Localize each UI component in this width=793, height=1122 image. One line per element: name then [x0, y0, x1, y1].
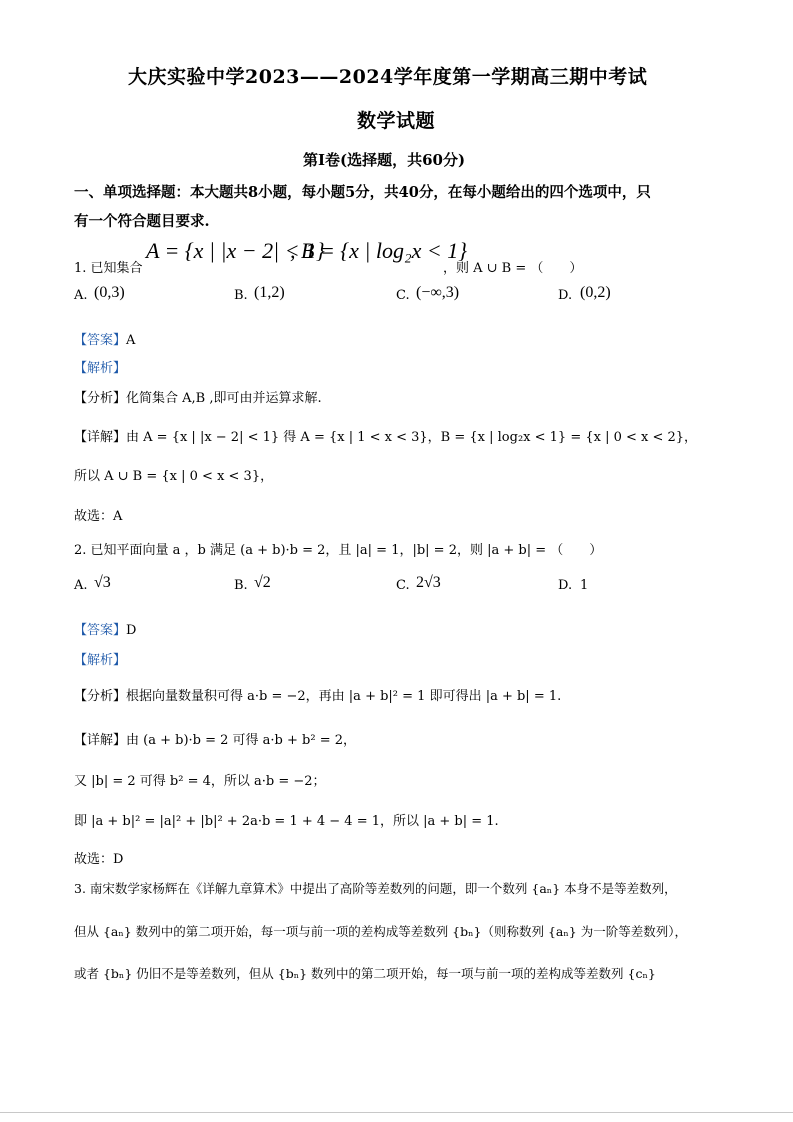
- answer-value: A: [126, 333, 136, 348]
- q2-option-a-value: √3: [94, 574, 111, 591]
- answer-value: D: [126, 623, 137, 638]
- q1-option-c-label: C.: [396, 288, 410, 303]
- q1-option-a-value: (0,3): [94, 284, 125, 301]
- q1-option-b-value: (1,2): [254, 284, 285, 301]
- q2-option-d-value: 1: [580, 578, 589, 593]
- q2-option-b-label: B.: [234, 578, 248, 593]
- fenxi-text: 根据向量数量积可得 a·b = −2，再由 |a + b|² = 1 即可得出 |a + b| = 1.: [126, 689, 562, 704]
- q2-option-b-value: √2: [254, 574, 271, 591]
- q2-stem: 2. 已知平面向量 a ，b 满足 (a + b)·b = 2，且 |a| = 1，|b| = 2，则 |a + b| = （ ）: [74, 543, 603, 558]
- detail-tag: 【详解】: [74, 733, 127, 748]
- volume-title: 第Ⅰ卷(选择题，共60分): [303, 151, 466, 169]
- q2-option-d-label: D.: [558, 578, 573, 593]
- page-bottom-rule: [0, 1112, 793, 1113]
- q3-line2: 但从 {aₙ} 数列中的第二项开始，每一项与前一项的差构成等差数列 {bₙ}（则称数列 {aₙ} 为一阶等差数列），: [74, 924, 687, 939]
- q2-conclusion: 故选：D: [74, 852, 124, 867]
- q1-option-b-label: B.: [234, 288, 248, 303]
- q1-option-d-value: (0,2): [580, 284, 611, 301]
- q1-option-c-value: (−∞,3): [416, 284, 460, 301]
- subject-title: 数学试题: [357, 110, 436, 132]
- q2-detail-2: 又 |b| = 2 可得 b² = 4，所以 a·b = −2；: [74, 774, 326, 789]
- q1-analysis-tag: 【解析】: [74, 361, 127, 376]
- q2-detail-1: [74, 729, 356, 748]
- q3-line1: 3. 南宋数学家杨辉在《详解九章算术》中提出了高阶等差数列的问题，即一个数列 {aₙ} 本身不是等差数列，: [74, 881, 677, 896]
- section-heading-line2: 有一个符合题目要求.: [74, 213, 210, 230]
- fenxi-text: 化简集合 A,B ,即可由并运算求解.: [126, 391, 322, 406]
- q1-option-a-label: A.: [74, 288, 88, 303]
- fenxi-tag: 【分析】: [74, 391, 127, 406]
- detail-text: 由 (a + b)·b = 2 可得 a·b + b² = 2，: [126, 733, 356, 748]
- q1-detail-1: [74, 426, 697, 445]
- q1-set-a: A = {x | |x − 2| < 1}: [146, 238, 325, 263]
- q1-conclusion: 故选：A: [74, 509, 123, 524]
- detail-tag: 【详解】: [74, 430, 127, 445]
- q2-analysis-tag: 【解析】: [74, 653, 127, 668]
- q1-answer: [74, 329, 135, 348]
- q2-answer: [74, 619, 136, 638]
- q2-option-a-label: A.: [74, 578, 88, 593]
- q2-option-c-value: 2√3: [416, 574, 441, 591]
- section-heading-line1: 一、单项选择题：本大题共8小题，每小题5分，共40分，在每小题给出的四个选项中，只: [74, 184, 651, 201]
- q2-detail-3: 即 |a + b|² = |a|² + |b|² + 2a·b = 1 + 4 − 4 = 1，所以 |a + b| = 1.: [74, 814, 499, 829]
- answer-tag: 【答案】: [74, 333, 127, 348]
- q3-line3: 或者 {bₙ} 仍旧不是等差数列，但从 {bₙ} 数列中的第二项开始，每一项与前一项的差构成等差数列 {cₙ}: [74, 966, 656, 981]
- q1-detail-2: 所以 A ∪ B = {x | 0 < x < 3}，: [74, 469, 274, 484]
- q1-option-d-label: D.: [558, 288, 573, 303]
- exam-title: 大庆实验中学2023——2024学年度第一学期高三期中考试: [128, 66, 648, 88]
- answer-tag: 【答案】: [74, 623, 127, 638]
- q1-fenxi: [74, 387, 322, 406]
- q2-fenxi: [74, 685, 561, 704]
- detail-text: 由 A = {x | |x − 2| < 1} 得 A = {x | 1 < x < 3}，B = {x | log₂x < 1} = {x | 0 < x < 2}，: [126, 430, 698, 445]
- q1-ask: ，则 A ∪ B = （ ）: [443, 261, 583, 276]
- q1-set-b: , B = {x | log₂x < 1}: [290, 238, 468, 263]
- q1-prefix: 1. 已知集合: [74, 261, 143, 276]
- fenxi-tag: 【分析】: [74, 689, 127, 704]
- q2-option-c-label: C.: [396, 578, 410, 593]
